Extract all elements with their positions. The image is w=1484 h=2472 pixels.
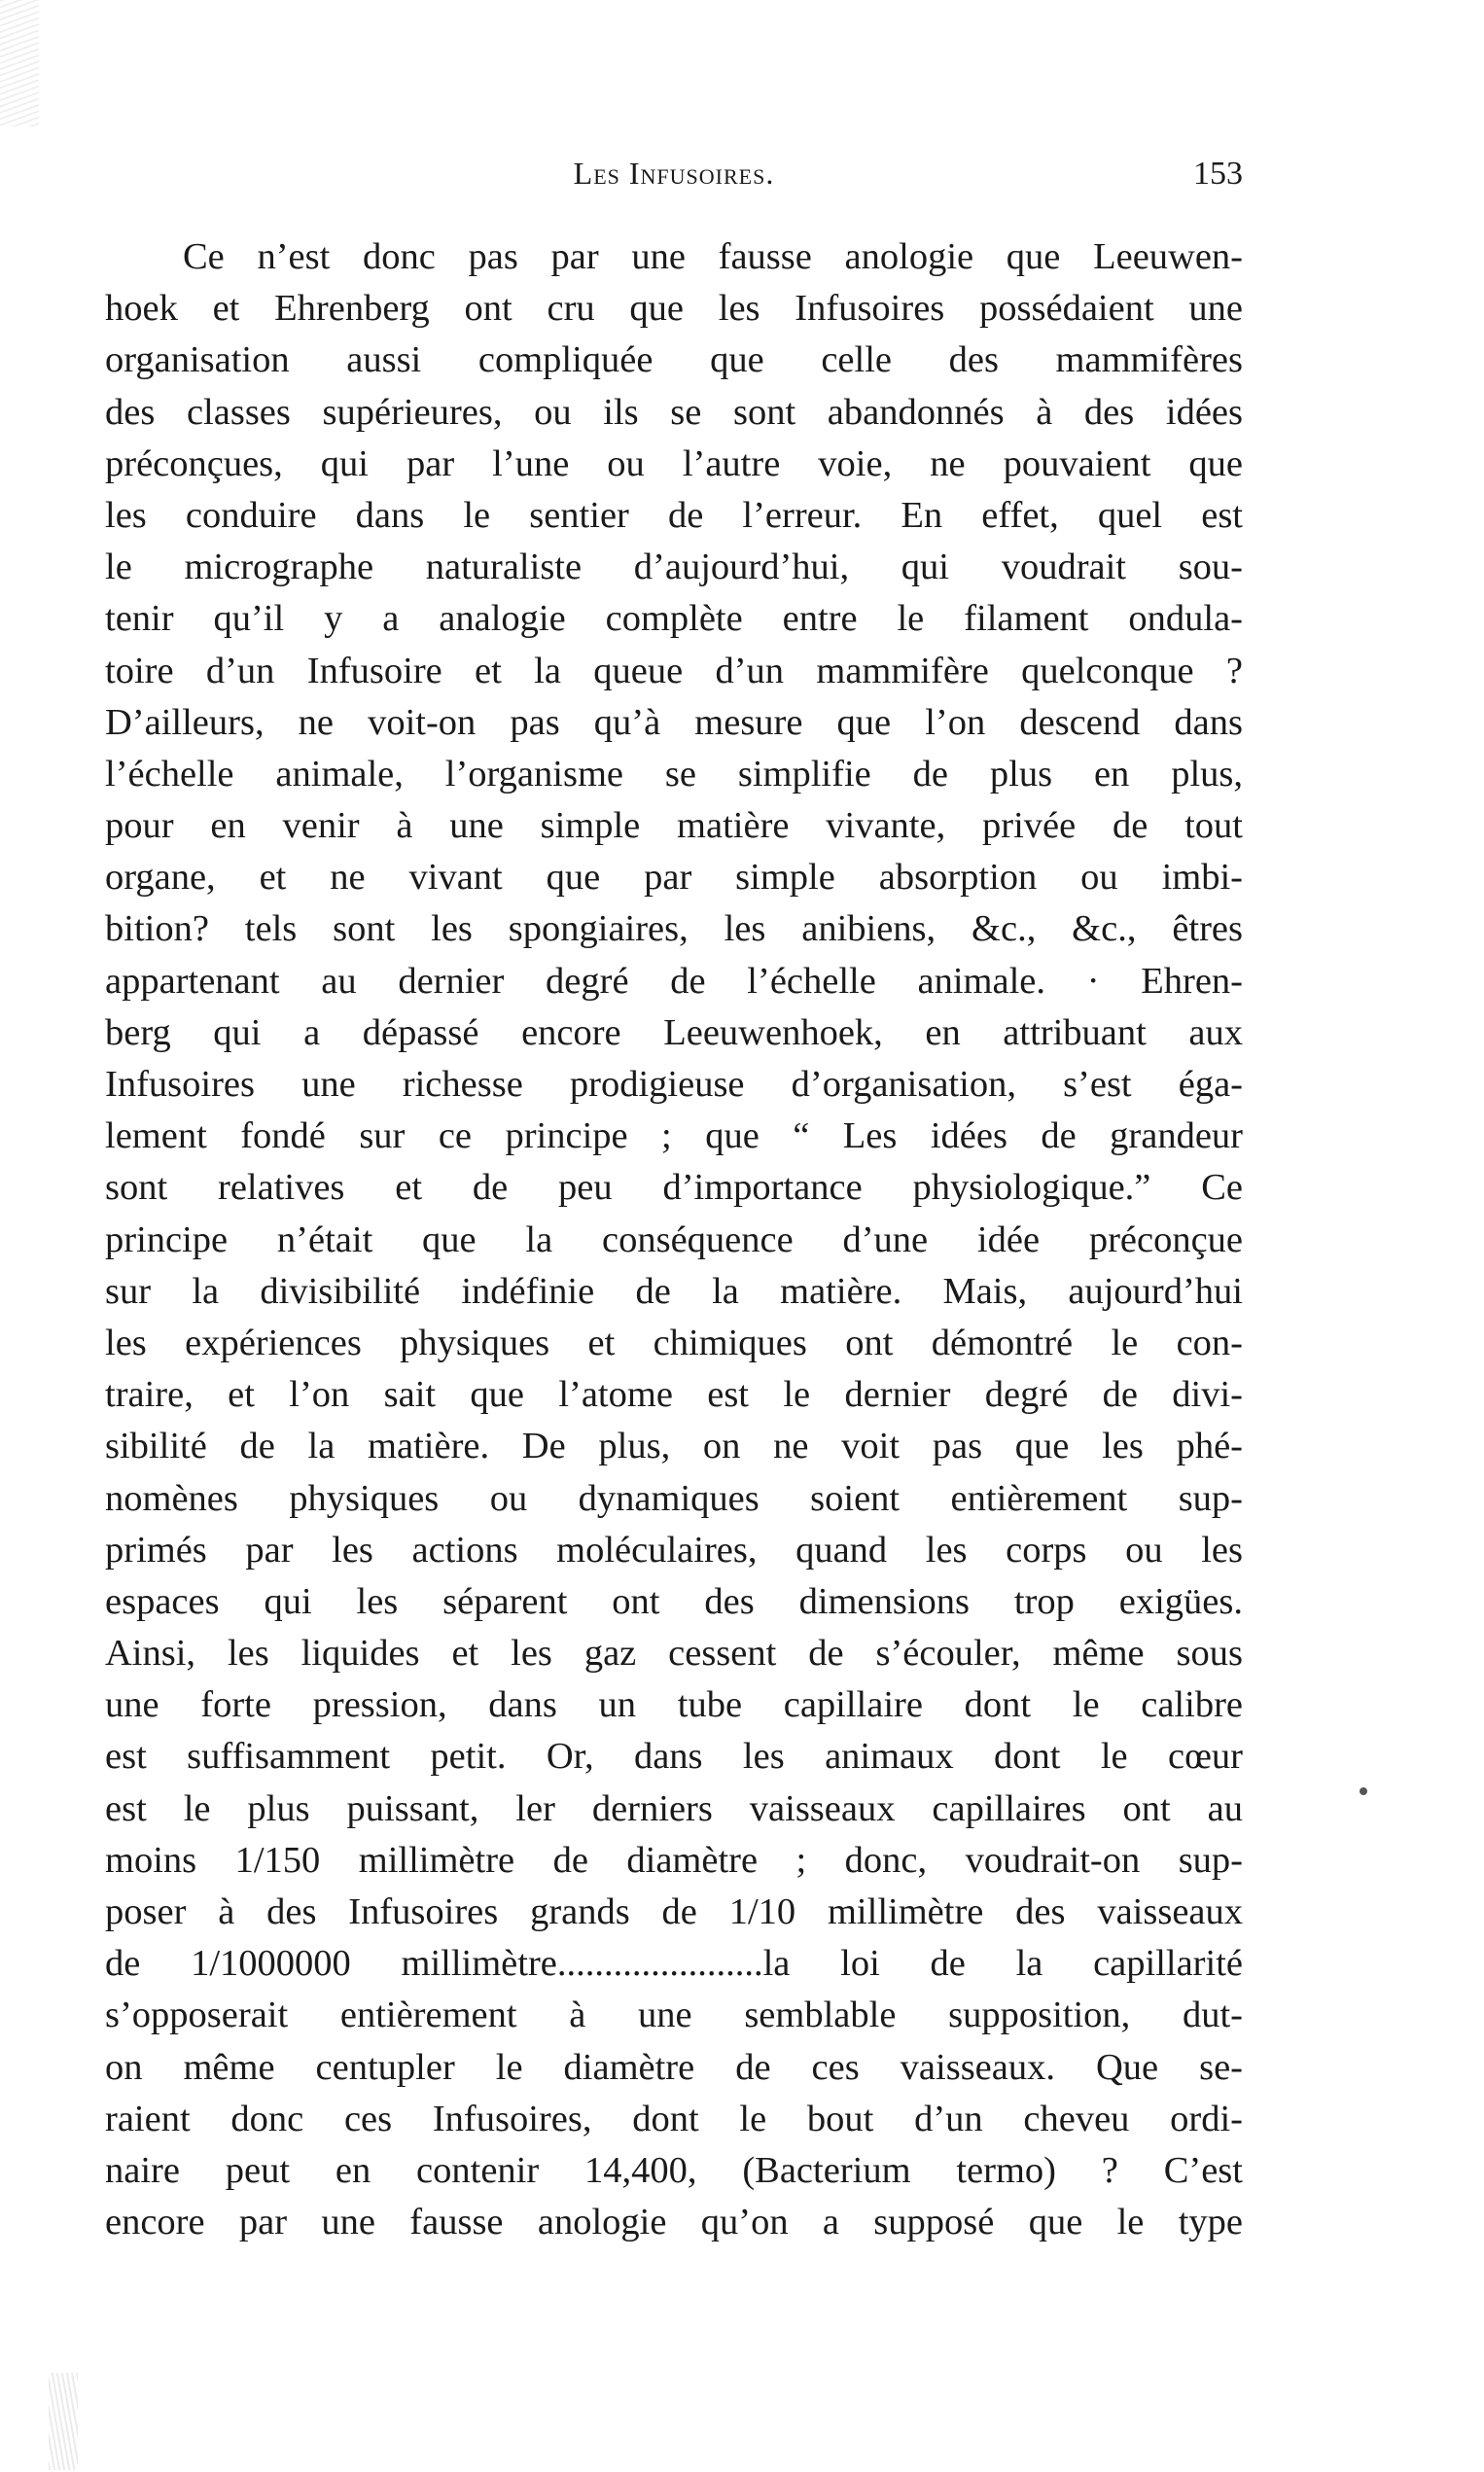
text-line: est suffisamment petit. Or, dans les animaux dont le cœur [105,1736,1243,1778]
running-head [105,156,1243,204]
text-line: pour en venir à une simple matière vivante, privée de tout [105,805,1243,847]
text-line: les conduire dans le sentier de l’erreur. En effet, quel est [105,494,1243,536]
text-line: sont relatives et de peu d’importance physiologique.” Ce [105,1167,1243,1209]
text-line: nomènes physiques ou dynamiques soient entièrement sup- [105,1477,1243,1519]
text-line: sur la divisibilité indéfinie de la matière. Mais, aujourd’hui [105,1270,1243,1312]
text-line: des classes supérieures, ou ils se sont abandonnés à des idées [105,391,1243,433]
text-line: organe, et ne vivant que par simple absorption ou imbi- [105,857,1243,899]
text-line: bition? tels sont les spongiaires, les anibiens, &c., &c., êtres [105,908,1243,950]
text-line: est le plus puissant, ler derniers vaisseaux capillaires ont au [105,1787,1243,1829]
text-line: tenir qu’il y a analogie complète entre le filament ondula- [105,598,1243,640]
text-line: organisation aussi compliquée que celle des mammifères [105,339,1243,381]
scan-edge-artifact [49,2373,78,2470]
text-line: s’opposerait entièrement à une semblable supposition, dut- [105,1995,1243,2036]
text-line: préconçues, qui par l’une ou l’autre voie, ne pouvaient que [105,442,1243,484]
text-line: appartenant au dernier degré de l’échelle animale. · Ehren- [105,960,1243,1002]
text-line: traire, et l’on sait que l’atome est le dernier degré de divi- [105,1374,1243,1416]
text-line: une forte pression, dans un tube capillaire dont le calibre [105,1684,1243,1726]
running-title: Les Infusoires. [573,156,775,191]
text-line: Ainsi, les liquides et les gaz cessent de s’écouler, même sous [105,1633,1243,1675]
text-line: poser à des Infusoires grands de 1/10 millimètre des vaisseaux [105,1891,1243,1932]
page-number: 153 [1193,156,1243,192]
text-line: de 1/1000000 millimètre......................la loi de la capillarité [105,1943,1243,1985]
text-line: raient donc ces Infusoires, dont le bout d’un cheveu ordi- [105,2098,1243,2139]
text-line: hoek et Ehrenberg ont cru que les Infusoires possédaient une [105,288,1243,330]
text-line: lement fondé sur ce principe ; que “ Les idées de grandeur [105,1115,1243,1157]
text-line: Infusoires une richesse prodigieuse d’organisation, s’est éga- [105,1064,1243,1105]
scan-edge-artifact [0,0,39,126]
text-line: l’échelle animale, l’organisme se simplifie de plus en plus, [105,753,1243,795]
text-line: primés par les actions moléculaires, quand les corps ou les [105,1529,1243,1571]
text-line: D’ailleurs, ne voit-on pas qu’à mesure que l’on descend dans [105,701,1243,743]
text-line: les expériences physiques et chimiques ont démontré le con- [105,1322,1243,1363]
text-line: espaces qui les séparent ont des dimensions trop exigües. [105,1580,1243,1622]
text-line: sibilité de la matière. De plus, on ne voit pas que les phé- [105,1426,1243,1467]
text-line: moins 1/150 millimètre de diamètre ; donc, voudrait-on sup- [105,1839,1243,1881]
margin-mark [1360,1787,1367,1795]
text-line: encore par une fausse anologie qu’on a supposé que le type [105,2202,1243,2243]
text-line: toire d’un Infusoire et la queue d’un mammifère quelconque ? [105,650,1243,691]
text-line: berg qui a dépassé encore Leeuwenhoek, en attribuant aux [105,1011,1243,1053]
text-line: on même centupler le diamètre de ces vaisseaux. Que se- [105,2046,1243,2088]
text-line: naire peut en contenir 14,400, (Bacterium termo) ? C’est [105,2149,1243,2191]
body-text [105,231,1243,2248]
text-line: Ce n’est donc pas par une fausse anologie que Leeuwen- [183,236,1243,277]
text-line: principe n’était que la conséquence d’une idée préconçue [105,1218,1243,1260]
text-line: le micrographe naturaliste d’aujourd’hui, qui voudrait sou- [105,547,1243,588]
